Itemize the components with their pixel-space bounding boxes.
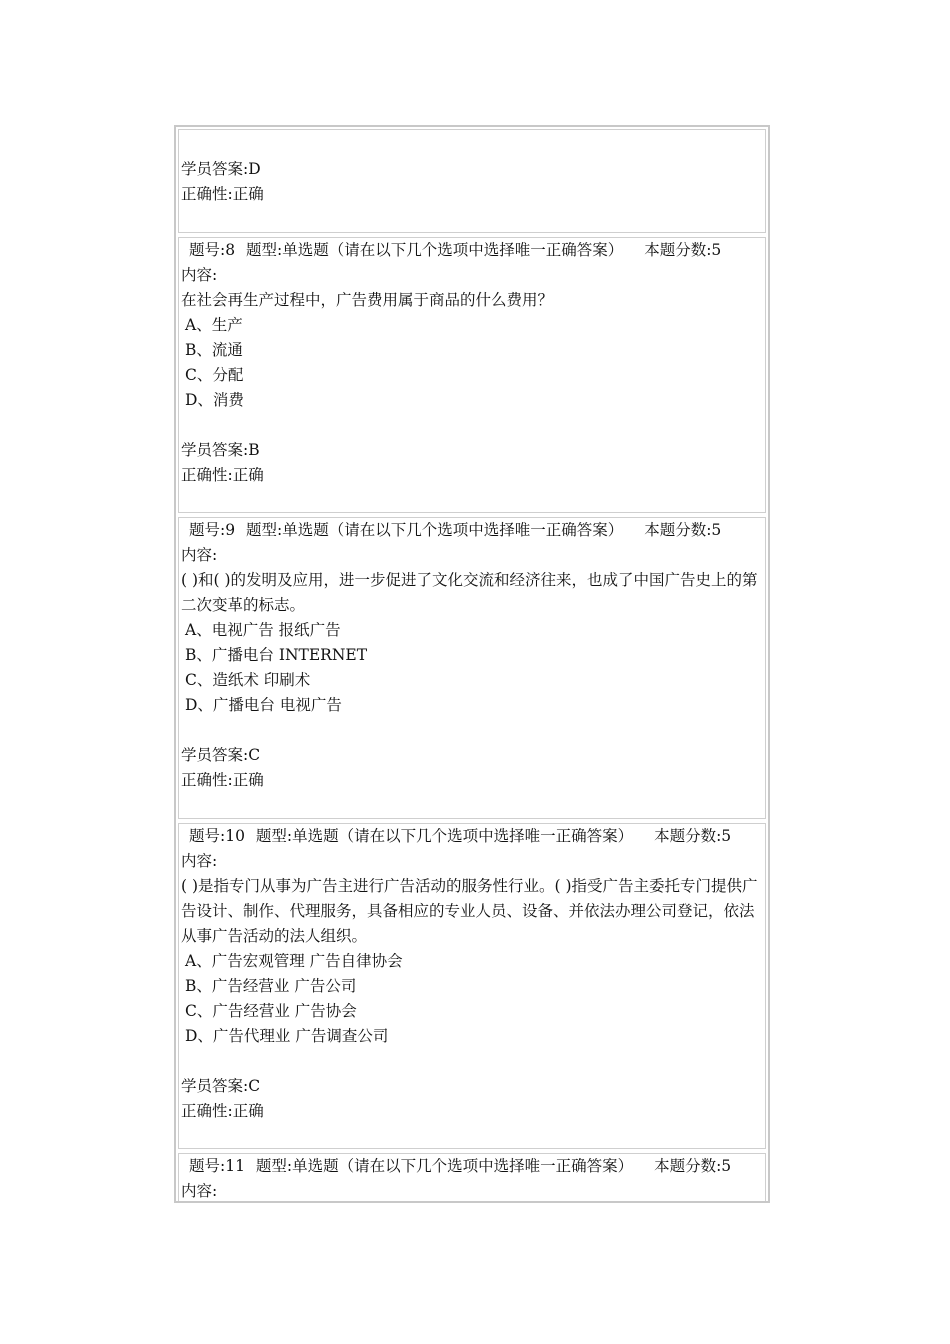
option-c: C、造纸术 印刷术 xyxy=(185,671,311,689)
student-answer: 学员答案:C xyxy=(181,1077,261,1095)
student-answer: 学员答案:C xyxy=(181,746,261,764)
question-cell-10 xyxy=(178,823,766,1149)
question-header xyxy=(189,518,727,543)
content-label: 内容: xyxy=(181,266,218,284)
question-type: 题型:单选题（请在以下几个选项中选择唯一正确答案） xyxy=(255,1157,634,1175)
question-text: ( )是指专门从事为广告主进行广告活动的服务性行业。( )指受广告主委托专门提供广告设计、制作、代理服务，具备相应的专业人员、设备、并依法办理公司登记，依法从事广告活动的法人组织。 xyxy=(181,877,758,945)
option-d: D、广播电台 电视广告 xyxy=(185,696,342,714)
option-d: D、消费 xyxy=(185,391,244,409)
option-b: B、广告经营业 广告公司 xyxy=(185,977,357,995)
question-number: 题号:9 xyxy=(189,521,236,539)
option-c: C、分配 xyxy=(185,366,244,384)
student-answer: 学员答案:B xyxy=(181,441,260,459)
question-number: 题号:11 xyxy=(189,1157,245,1175)
correctness: 正确性:正确 xyxy=(181,771,264,789)
option-b: B、广播电台 INTERNET xyxy=(185,646,368,664)
content-label: 内容: xyxy=(181,1182,218,1200)
question-header xyxy=(189,238,727,263)
correctness: 正确性:正确 xyxy=(181,466,264,484)
question-type: 题型:单选题（请在以下几个选项中选择唯一正确答案） xyxy=(255,827,634,845)
correctness: 正确性:正确 xyxy=(181,185,264,203)
question-text: ( )和( )的发明及应用，进一步促进了文化交流和经济往来，也成了中国广告史上的第二次变革的标志。 xyxy=(181,571,758,614)
question-score: 本题分数:5 xyxy=(644,241,722,259)
question-number: 题号:8 xyxy=(189,241,236,259)
question-type: 题型:单选题（请在以下几个选项中选择唯一正确答案） xyxy=(246,241,624,259)
question-cell-8 xyxy=(178,237,766,513)
content-label: 内容: xyxy=(181,852,218,870)
question-text: 在社会再生产过程中，广告费用属于商品的什么费用？ xyxy=(181,291,554,309)
question-score: 本题分数:5 xyxy=(654,827,732,845)
question-number: 题号:10 xyxy=(189,827,245,845)
question-score: 本题分数:5 xyxy=(654,1157,732,1175)
question-score: 本题分数:5 xyxy=(644,521,722,539)
exam-results-table xyxy=(174,125,770,1203)
option-a: A、生产 xyxy=(185,316,243,334)
option-a: A、电视广告 报纸广告 xyxy=(185,621,341,639)
option-b: B、流通 xyxy=(185,341,243,359)
option-a: A、广告宏观管理 广告自律协会 xyxy=(185,952,403,970)
correctness: 正确性:正确 xyxy=(181,1102,264,1120)
question-header xyxy=(189,1154,737,1179)
content-label: 内容: xyxy=(181,546,218,564)
question-cell-9 xyxy=(178,517,766,819)
student-answer: 学员答案:D xyxy=(181,160,261,178)
option-c: C、广告经营业 广告协会 xyxy=(185,1002,357,1020)
question-header xyxy=(189,824,737,849)
option-d: D、广告代理业 广告调查公司 xyxy=(185,1027,389,1045)
answer-cell-7 xyxy=(178,129,766,233)
question-type: 题型:单选题（请在以下几个选项中选择唯一正确答案） xyxy=(246,521,624,539)
question-cell-11 xyxy=(178,1153,766,1203)
